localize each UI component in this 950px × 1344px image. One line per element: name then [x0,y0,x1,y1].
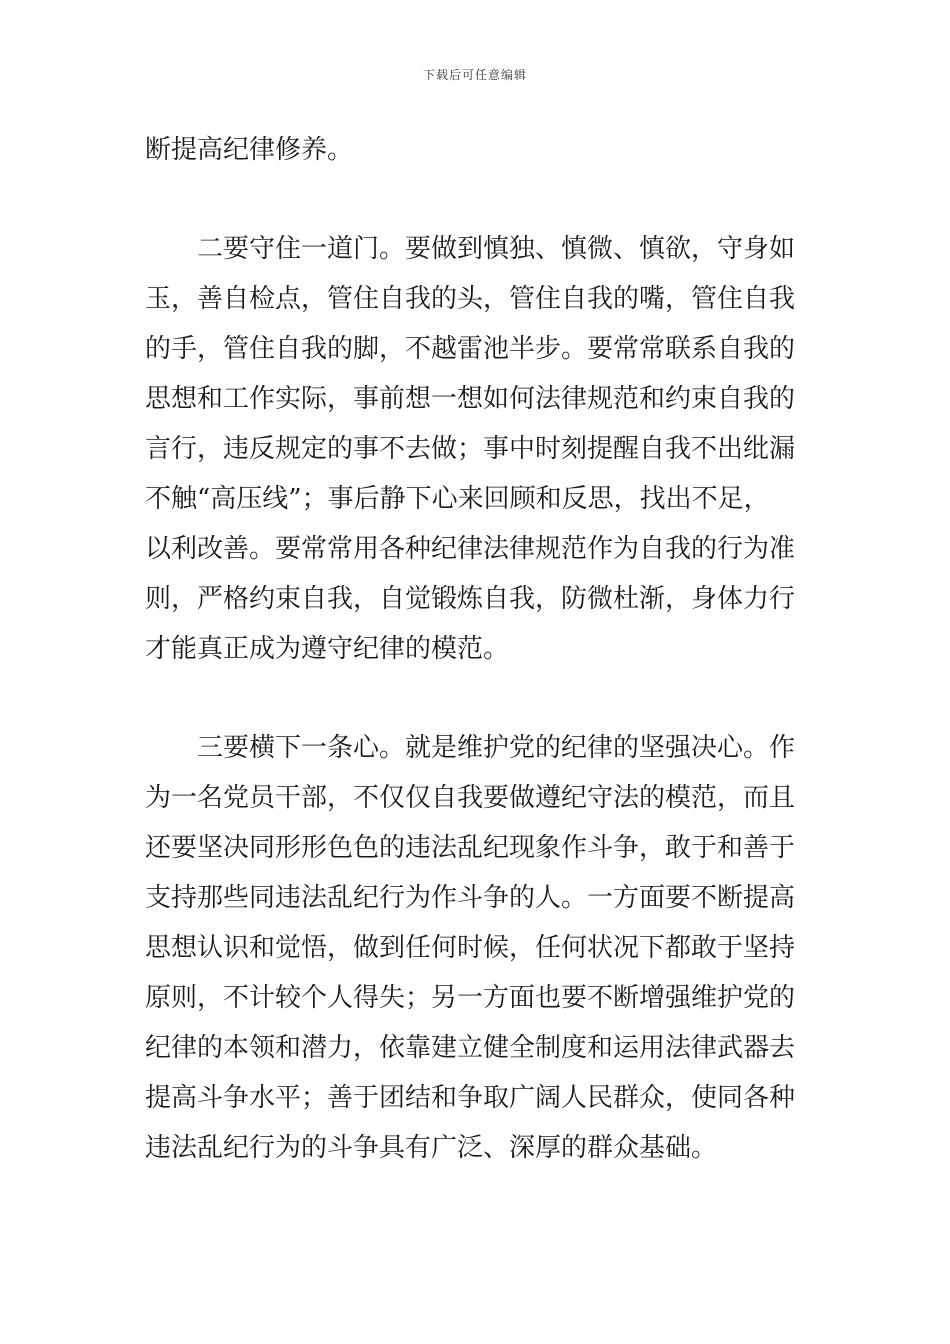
paragraph-2-line-5: 思想认识和觉悟，做到任何时候，任何状况下都敢于坚持 [145,933,796,963]
paragraph-2-line-6: 原则，不计较个人得失；另一方面也要不断增强维护党的 [145,983,796,1013]
paragraph-1-line-9: 才能真正成为遵守纪律的模范。 [145,634,510,664]
paragraph-1-line-4: 思想和工作实际，事前想一想如何法律规范和约束自我的 [145,384,796,414]
paragraph-1-line-5: 言行，违反规定的事不去做；事中时刻提醒自我不出纰漏 [145,434,796,464]
page-header-note: 下载后可任意编辑 [422,68,527,82]
paragraph-2-line-3: 还要坚决同形形色色的违法乱纪现象作斗争，敢于和善于 [145,833,796,863]
paragraph-1-line-3: 的手，管住自我的脚，不越雷池半步。要常常联系自我的 [145,334,796,364]
paragraph-1-line-8: 则，严格约束自我，自觉锻炼自我，防微杜渐，身体力行 [145,584,796,614]
paragraph-2-line-7: 纪律的本领和潜力，依靠建立健全制度和运用法律武器去 [145,1033,796,1063]
paragraph-2-line-1: 三要横下一条心。就是维护党的纪律的坚强决心。作 [197,733,796,763]
paragraph-2-line-2: 为一名党员干部，不仅仅自我要做遵纪守法的模范，而且 [145,783,796,813]
paragraph-2-line-9: 违法乱纪行为的斗争具有广泛、深厚的群众基础。 [145,1133,718,1163]
paragraph-0-line-1: 断提高纪律修养。 [145,135,354,165]
paragraph-1-line-2: 玉，善自检点，管住自我的头，管住自我的嘴，管住自我 [145,284,796,314]
paragraph-1-line-7: 以利改善。要常常用各种纪律法律规范作为自我的行为准 [145,534,796,564]
paragraph-2-line-4: 支持那些同违法乱纪行为作斗争的人。一方面要不断提高 [145,883,796,913]
paragraph-1-line-6: 不触“高压线”；事后静下心来回顾和反思，找出不足， [145,484,770,514]
paragraph-2-line-8: 提高斗争水平；善于团结和争取广阔人民群众，使同各种 [145,1083,796,1113]
paragraph-1-line-1: 二要守住一道门。要做到慎独、慎微、慎欲，守身如 [197,234,796,264]
